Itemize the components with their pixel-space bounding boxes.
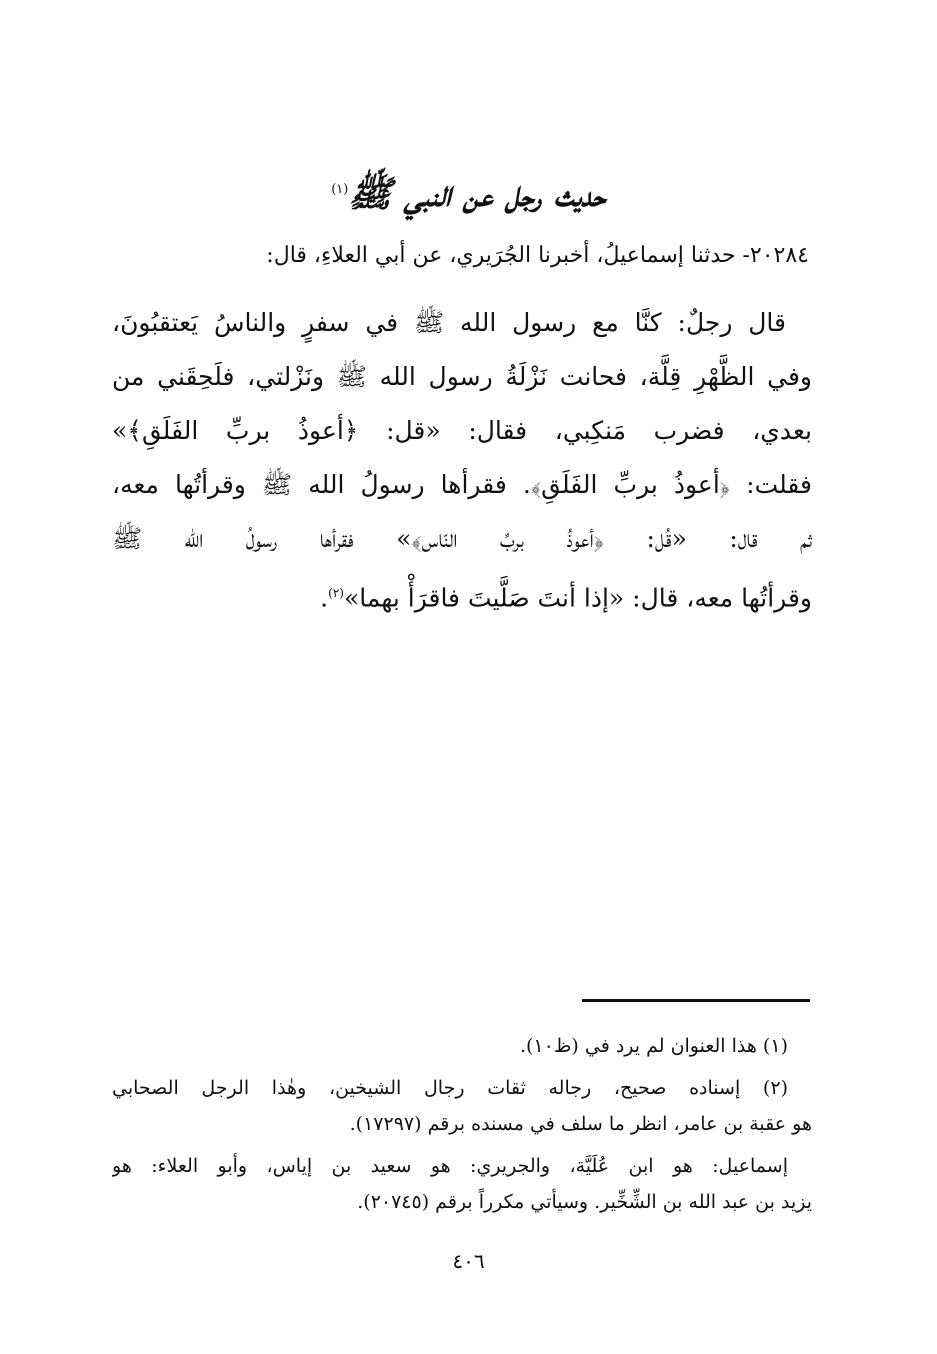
footnote-divider — [582, 999, 810, 1002]
title-footnote-marker: (١) — [331, 182, 349, 197]
page-number: ٤٠٦ — [452, 1249, 485, 1273]
chapter-title — [0, 162, 937, 222]
hadith-line-3: بعدي، فضرب مَنكِبي، فقال: «قل: ﴿أعوذُ بربِّ الفَلَقِ﴾» — [112, 416, 812, 445]
footnote-2-line-1: (٢) إسناده صحيح، رجاله ثقات رجال الشيخين، وهٰذا الرجل الصحابي — [112, 1077, 788, 1099]
hadith-isnad-line: ٢٠٢٨٤- حدثنا إسماعيلُ، أخبرنا الجُرَيري، عن أبي العلاءِ، قال: — [266, 243, 809, 268]
hadith-line-6-text: وقرأتُها معه، قال: «إذا أنتَ صَلَّيتَ فاقرَأْ بهما» — [343, 583, 812, 613]
hadith-line-6 — [112, 566, 812, 625]
footnote-2-line-2: هو عقبة بن عامر، انظر ما سلف في مسنده برقم (١٧٢٩٧). — [349, 1113, 812, 1135]
chapter-title-text: حديث رجل عن النبي ﷺ — [348, 173, 606, 215]
hadith-line-4: فقلت: ﴿أعوذُ بربِّ الفَلَقِ﴾. فقرأها رسولُ الله ﷺ وقرأتُها معه، — [112, 470, 812, 499]
hadith-line-6-end: . — [320, 583, 329, 613]
hadith-line-5: ثم قال: «قُل: ﴿أعوذُ بربِّ النّاس﴾» فقرأها رسولُ الله ﷺ — [112, 524, 812, 553]
footnote-3-line-1: إسماعيل: هو ابن عُلَيَّة، والجريري: هو سعيد بن إياس، وأبو العلاء: هو — [112, 1155, 788, 1177]
hadith-text — [112, 296, 812, 625]
hadith-line-1: قال رجلٌ: كنَّا مع رسول الله ﷺ في سفرٍ والناسُ يَعتقبُونَ، — [112, 308, 786, 337]
hadith-line-2: وفي الظَّهْرِ قِلَّة، فحانت نَزْلَةُ رسول الله ﷺ ونَزْلتي، فلَحِقَني من — [112, 362, 812, 391]
footnote-1: (١) هذا العنوان لم يرد في (ظ١٠). — [519, 1035, 788, 1057]
footnotes-section — [112, 1028, 812, 1220]
footnote-3-line-2: يزيد بن عبد الله بن الشِّخِّير. وسيأتي مكرراً برقم (٢٠٧٤٥). — [357, 1191, 812, 1213]
hadith-footnote-marker: (٢) — [328, 586, 344, 600]
